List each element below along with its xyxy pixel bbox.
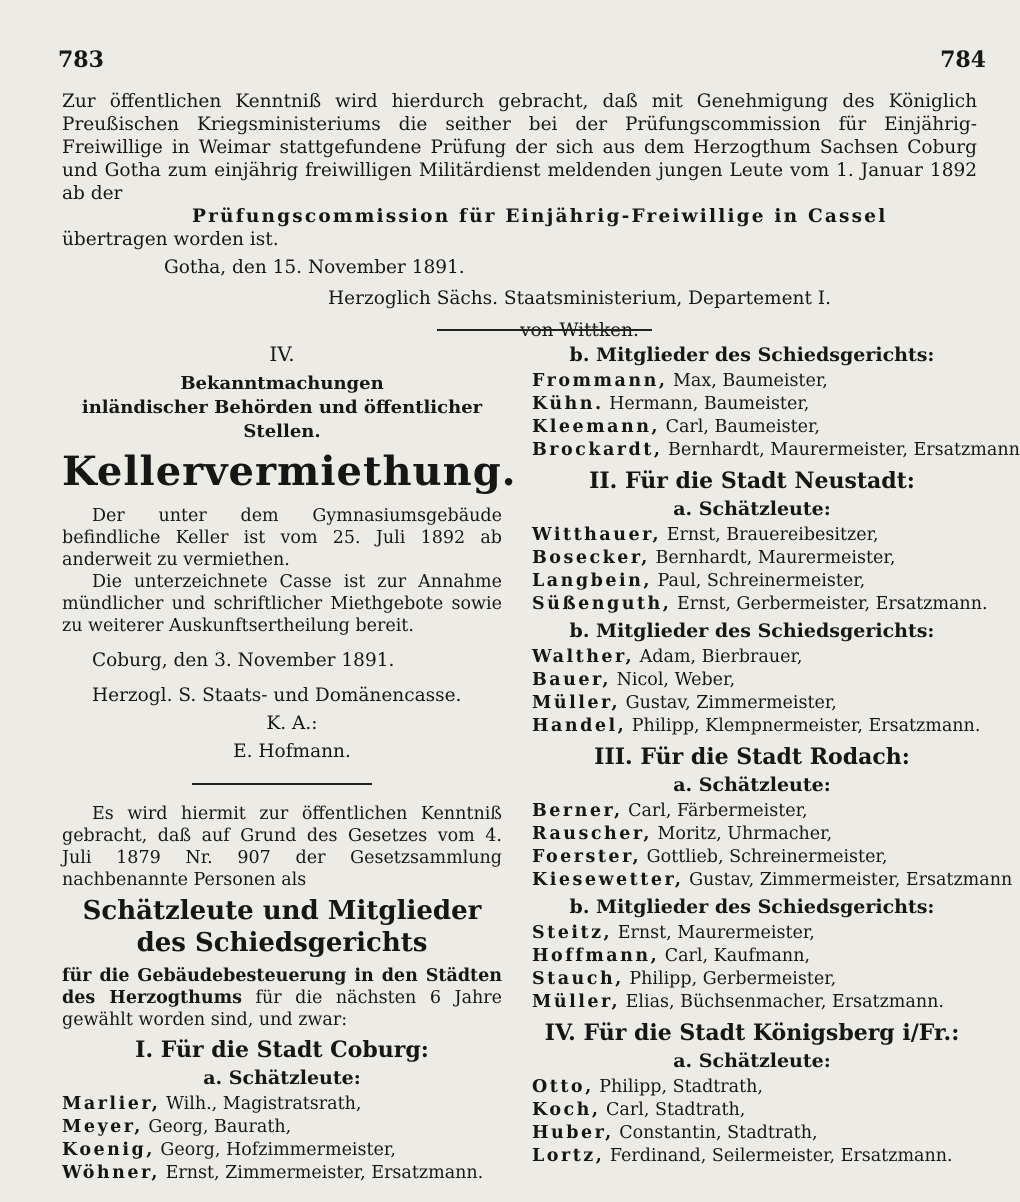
person-surname: Bauer, bbox=[532, 670, 612, 690]
rodach-a-heading: a. Schätzleute: bbox=[673, 774, 831, 796]
person-details: Ferdinand, Seilermeister, Ersatzmann. bbox=[604, 1146, 953, 1166]
person-surname: Kiesewetter, bbox=[532, 870, 684, 890]
person-surname: Frommann, bbox=[532, 371, 668, 391]
list-item bbox=[532, 922, 972, 945]
person-details: Max, Baumeister, bbox=[667, 371, 828, 391]
person-surname: Foerster, bbox=[532, 847, 642, 867]
list-item bbox=[62, 1093, 502, 1116]
person-details: Bernhardt, Maurermeister, Ersatzmann bbox=[662, 440, 1020, 460]
notice-spaced-line: Prüfungscommission für Einjährig-Freiwillige in Cassel bbox=[192, 206, 888, 227]
person-surname: Langbein, bbox=[532, 571, 652, 591]
person-details: Constantin, Stadtrath, bbox=[613, 1123, 818, 1143]
person-details: Adam, Bierbrauer, bbox=[634, 647, 803, 667]
person-details: Philipp, Klempnermeister, Ersatzmann. bbox=[626, 716, 981, 736]
section-number: IV. bbox=[269, 342, 295, 366]
person-details: Gottlieb, Schreinermeister, bbox=[641, 847, 888, 867]
paragraph-gesetz: Es wird hiermit zur öffentlichen Kenntniß gebracht, daß auf Grund des Gesetzes vom 4. Juli 1879 Nr. 907 der Gesetzsammlung nachbenannte Personen als bbox=[62, 804, 502, 890]
left-column bbox=[62, 342, 517, 1185]
neustadt-b-heading: b. Mitglieder des Schiedsgerichts: bbox=[569, 620, 935, 642]
list-item bbox=[532, 692, 972, 715]
list-item bbox=[532, 669, 972, 692]
koenigsberg-heading: IV. Für die Stadt Königsberg i/Fr.: bbox=[544, 1020, 960, 1046]
person-surname: Brockardt, bbox=[532, 440, 663, 460]
list-item bbox=[532, 846, 972, 869]
divider-rule bbox=[437, 329, 652, 331]
person-details: Philipp, Gerbermeister, bbox=[623, 969, 837, 989]
person-details: Georg, Baurath, bbox=[142, 1117, 292, 1137]
notice-paragraph: Zur öffentlichen Kenntniß wird hierdurch gebracht, daß mit Genehmigung des Königlich Preußischen Kriegsministeriums die seither bei der Prüfungscommission für Einjährig-Freiwillige in Weimar stattgefundene Prüfung der sich aus dem Herzogthum Sachsen Coburg und Gotha zum einjährig freiwilligen Militärdienst meldenden jungen Leute vom 1. Januar 1892 ab der bbox=[62, 91, 977, 204]
person-details: Elias, Büchsenmacher, Ersatzmann. bbox=[620, 992, 944, 1012]
coburg-b-heading: b. Mitglieder des Schiedsgerichts: bbox=[569, 344, 935, 366]
person-details: Moritz, Uhrmacher, bbox=[651, 824, 833, 844]
person-surname: Koch, bbox=[532, 1100, 601, 1120]
person-details: Carl, Kaufmann, bbox=[659, 946, 811, 966]
neustadt-a-heading: a. Schätzleute: bbox=[673, 498, 831, 520]
person-details: Bernhardt, Maurermeister, bbox=[649, 548, 896, 568]
big-heading: Schätzleute und Mitglieder des Schiedsgerichts bbox=[82, 896, 482, 958]
list-item bbox=[532, 1122, 972, 1145]
person-details: Carl, Färbermeister, bbox=[622, 801, 808, 821]
person-surname: Wöhner, bbox=[62, 1163, 161, 1183]
neustadt-heading: II. Für die Stadt Neustadt: bbox=[589, 468, 915, 494]
notice-ministry: Herzoglich Sächs. Staatsministerium, Departement I. bbox=[328, 288, 831, 309]
page-number-left: 783 bbox=[58, 47, 104, 73]
list-item bbox=[532, 370, 972, 393]
person-details: Ernst, Zimmermeister, Ersatzmann. bbox=[160, 1163, 484, 1183]
list-item bbox=[532, 991, 972, 1014]
rodach-heading: III. Für die Stadt Rodach: bbox=[594, 744, 910, 770]
headline: Kellervermiethung. bbox=[62, 448, 517, 495]
list-item bbox=[532, 1145, 972, 1168]
sub-heading-rest: für die nächsten 6 Jahre gewählt worden sind, und zwar: bbox=[62, 988, 502, 1030]
right-column bbox=[532, 342, 1020, 1168]
coburg-b-list bbox=[532, 370, 1020, 462]
list-item bbox=[62, 1116, 502, 1139]
list-item bbox=[532, 547, 972, 570]
notice-date: Gotha, den 15. November 1891. bbox=[164, 257, 465, 278]
person-details: Ernst, Brauereibesitzer, bbox=[661, 525, 879, 545]
person-surname: Otto, bbox=[532, 1077, 594, 1097]
section-rule bbox=[192, 783, 372, 785]
list-item bbox=[62, 1139, 502, 1162]
notice-closing: übertragen worden ist. bbox=[62, 229, 279, 250]
person-details: Gustav, Zimmermeister, bbox=[620, 693, 837, 713]
person-details: Ernst, Gerbermeister, Ersatzmann. bbox=[671, 594, 988, 614]
office-name: Herzogl. S. Staats- und Domänencasse. bbox=[92, 685, 462, 706]
coburg-a-heading: a. Schätzleute: bbox=[203, 1067, 361, 1089]
person-details: Paul, Schreinermeister, bbox=[651, 571, 866, 591]
notice-signature: von Wittken. bbox=[520, 320, 639, 341]
list-item bbox=[62, 1162, 502, 1185]
list-item bbox=[532, 416, 972, 439]
section-title-1: Bekanntmachungen bbox=[180, 373, 384, 394]
list-item bbox=[532, 1076, 972, 1099]
rodach-b-heading: b. Mitglieder des Schiedsgerichts: bbox=[569, 896, 935, 918]
person-surname: Müller, bbox=[532, 693, 621, 713]
list-item bbox=[532, 1099, 972, 1122]
koenigsberg-a-heading: a. Schätzleute: bbox=[673, 1050, 831, 1072]
person-surname: Müller, bbox=[532, 992, 621, 1012]
person-surname: Süßenguth, bbox=[532, 594, 672, 614]
section-title-2: inländischer Behörden und öffentlicher Stellen. bbox=[81, 397, 483, 442]
list-item bbox=[532, 646, 972, 669]
person-surname: Rauscher, bbox=[532, 824, 652, 844]
ka-line: K. A.: bbox=[266, 713, 318, 734]
top-notice bbox=[62, 90, 977, 344]
list-item bbox=[532, 524, 972, 547]
person-surname: Huber, bbox=[532, 1123, 614, 1143]
list-item bbox=[532, 800, 972, 823]
person-surname: Lortz, bbox=[532, 1146, 605, 1166]
list-item bbox=[532, 393, 972, 416]
list-item bbox=[532, 439, 1020, 462]
person-surname: Koenig, bbox=[62, 1140, 155, 1160]
person-surname: Meyer, bbox=[62, 1117, 143, 1137]
person-surname: Marlier, bbox=[62, 1094, 161, 1114]
sub-heading-bold: für die Gebäudebesteuerung in den Städten des Herzogthums bbox=[62, 966, 502, 1008]
person-details: Gustav, Zimmermeister, Ersatzmann bbox=[683, 870, 1013, 890]
person-details: Ernst, Maurermeister, bbox=[612, 923, 815, 943]
person-surname: Stauch, bbox=[532, 969, 624, 989]
person-details: Carl, Stadtrath, bbox=[600, 1100, 746, 1120]
person-surname: Bosecker, bbox=[532, 548, 650, 568]
neustadt-a-list bbox=[532, 524, 988, 616]
person-details: Philipp, Stadtrath, bbox=[593, 1077, 763, 1097]
paragraph-casse: Die unterzeichnete Casse ist zur Annahme mündlicher und schriftlicher Miethgebote sowie zu weiterer Auskunftsertheilung bereit. bbox=[62, 572, 502, 636]
list-item bbox=[532, 593, 988, 616]
person-surname: Hoffmann, bbox=[532, 946, 660, 966]
paragraph-keller: Der unter dem Gymnasiumsgebäude befindliche Keller ist vom 25. Juli 1892 ab anderweit zu vermiethen. bbox=[62, 506, 502, 570]
person-details: Carl, Baumeister, bbox=[660, 417, 820, 437]
person-details: Georg, Hofzimmermeister, bbox=[154, 1140, 396, 1160]
rodach-b-list bbox=[532, 922, 972, 1014]
coburg-date: Coburg, den 3. November 1891. bbox=[92, 650, 395, 671]
list-item bbox=[532, 945, 972, 968]
person-details: Hermann, Baumeister, bbox=[603, 394, 810, 414]
person-surname: Berner, bbox=[532, 801, 623, 821]
person-surname: Steitz, bbox=[532, 923, 613, 943]
list-item bbox=[532, 968, 972, 991]
person-surname: Witthauer, bbox=[532, 525, 662, 545]
office-signature: E. Hofmann. bbox=[233, 741, 351, 762]
person-details: Wilh., Magistratsrath, bbox=[160, 1094, 362, 1114]
list-item bbox=[532, 823, 972, 846]
person-surname: Handel, bbox=[532, 716, 627, 736]
person-surname: Kleemann, bbox=[532, 417, 661, 437]
coburg-heading: I. Für die Stadt Coburg: bbox=[135, 1037, 429, 1063]
person-details: Nicol, Weber, bbox=[611, 670, 736, 690]
rodach-a-list bbox=[532, 800, 1013, 892]
page-number-right: 784 bbox=[940, 47, 986, 73]
list-item bbox=[532, 570, 972, 593]
list-item bbox=[532, 869, 1013, 892]
koenigsberg-a-list bbox=[532, 1076, 972, 1168]
coburg-a-list bbox=[62, 1093, 502, 1185]
neustadt-b-list bbox=[532, 646, 981, 738]
person-surname: Kühn. bbox=[532, 394, 604, 414]
list-item bbox=[532, 715, 981, 738]
person-surname: Walther, bbox=[532, 647, 635, 667]
